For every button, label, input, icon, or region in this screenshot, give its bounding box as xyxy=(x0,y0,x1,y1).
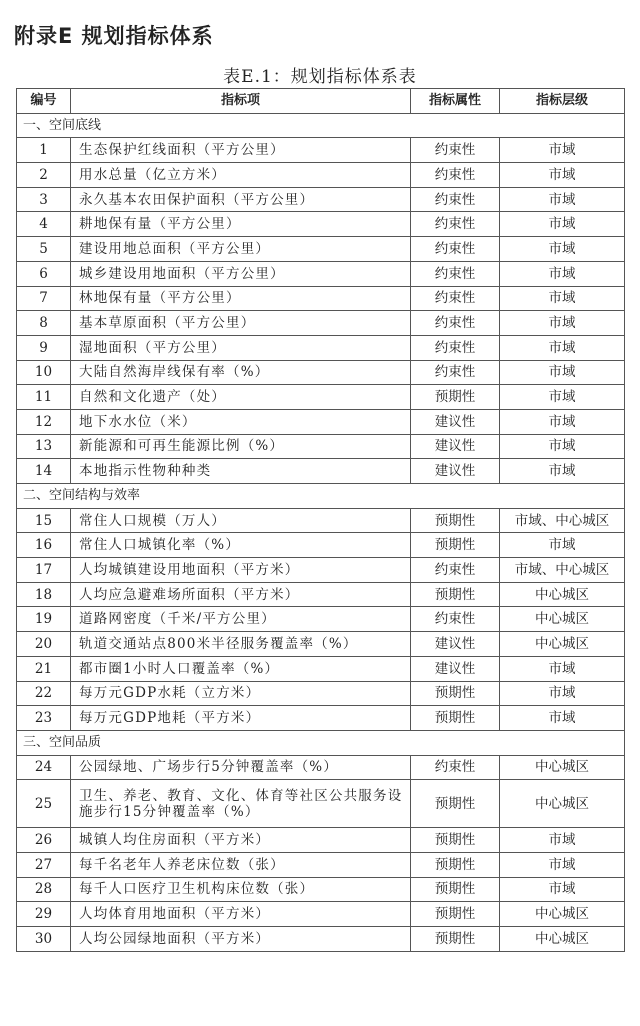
header-attribute: 指标属性 xyxy=(411,89,500,114)
indicator-number: 11 xyxy=(17,385,71,410)
indicator-name: 人均体育用地面积（平方米） xyxy=(71,902,411,927)
table-row xyxy=(17,237,625,262)
indicator-attribute: 建议性 xyxy=(411,632,500,657)
indicator-attribute: 预期性 xyxy=(411,508,500,533)
header-level: 指标层级 xyxy=(500,89,625,114)
indicator-attribute: 建议性 xyxy=(411,459,500,484)
indicator-number: 15 xyxy=(17,508,71,533)
table-row xyxy=(17,533,625,558)
indicator-level: 中心城区 xyxy=(500,582,625,607)
indicator-name: 常住人口城镇化率（%） xyxy=(71,533,411,558)
table-body xyxy=(17,113,625,951)
indicator-attribute: 约束性 xyxy=(411,360,500,385)
indicator-name: 地下水水位（米） xyxy=(71,409,411,434)
indicator-level: 市域 xyxy=(500,163,625,188)
indicator-attribute: 约束性 xyxy=(411,286,500,311)
indicator-level: 市域 xyxy=(500,409,625,434)
indicator-name: 城乡建设用地面积（平方公里） xyxy=(71,261,411,286)
indicator-number: 28 xyxy=(17,877,71,902)
indicator-number: 26 xyxy=(17,828,71,853)
table-row xyxy=(17,902,625,927)
appendix-heading: 附录E 规划指标体系 xyxy=(14,24,214,48)
table-row xyxy=(17,877,625,902)
indicator-level: 市域 xyxy=(500,311,625,336)
indicator-level: 市域 xyxy=(500,706,625,731)
indicator-level: 市域 xyxy=(500,212,625,237)
table-row xyxy=(17,780,625,828)
table-row xyxy=(17,434,625,459)
indicator-name: 基本草原面积（平方公里） xyxy=(71,311,411,336)
indicator-name: 每万元GDP地耗（平方米） xyxy=(71,706,411,731)
indicator-level: 市域 xyxy=(500,138,625,163)
table-row xyxy=(17,828,625,853)
indicator-name: 每千名老年人养老床位数（张） xyxy=(71,852,411,877)
indicator-name: 生态保护红线面积（平方公里） xyxy=(71,138,411,163)
indicator-number: 13 xyxy=(17,434,71,459)
indicator-number: 2 xyxy=(17,163,71,188)
section-row xyxy=(17,484,625,509)
indicator-attribute: 约束性 xyxy=(411,261,500,286)
indicator-name: 卫生、养老、教育、文化、体育等社区公共服务设施步行15分钟覆盖率（%） xyxy=(71,780,411,828)
indicator-attribute: 预期性 xyxy=(411,852,500,877)
indicator-level: 中心城区 xyxy=(500,755,625,780)
indicator-level: 市域 xyxy=(500,286,625,311)
table-row xyxy=(17,286,625,311)
indicator-attribute: 预期性 xyxy=(411,828,500,853)
indicator-name: 自然和文化遗产（处） xyxy=(71,385,411,410)
indicator-attribute: 约束性 xyxy=(411,187,500,212)
table-row xyxy=(17,656,625,681)
indicator-number: 8 xyxy=(17,311,71,336)
indicator-name: 湿地面积（平方公里） xyxy=(71,335,411,360)
indicator-attribute: 约束性 xyxy=(411,237,500,262)
table-row xyxy=(17,508,625,533)
indicator-name: 新能源和可再生能源比例（%） xyxy=(71,434,411,459)
indicator-attribute: 约束性 xyxy=(411,163,500,188)
indicator-attribute: 建议性 xyxy=(411,409,500,434)
indicator-attribute: 预期性 xyxy=(411,533,500,558)
indicator-attribute: 约束性 xyxy=(411,755,500,780)
indicator-level: 市域 xyxy=(500,360,625,385)
table-row xyxy=(17,632,625,657)
indicator-number: 23 xyxy=(17,706,71,731)
indicator-number: 24 xyxy=(17,755,71,780)
indicator-number: 30 xyxy=(17,927,71,952)
indicator-number: 25 xyxy=(17,780,71,828)
section-row xyxy=(17,730,625,755)
indicator-name: 永久基本农田保护面积（平方公里） xyxy=(71,187,411,212)
indicator-attribute: 预期性 xyxy=(411,385,500,410)
header-number: 编号 xyxy=(17,89,71,114)
indicator-number: 6 xyxy=(17,261,71,286)
indicator-table xyxy=(16,88,625,952)
indicator-name: 本地指示性物种种类 xyxy=(71,459,411,484)
indicator-name: 人均城镇建设用地面积（平方米） xyxy=(71,558,411,583)
indicator-attribute: 预期性 xyxy=(411,582,500,607)
indicator-attribute: 预期性 xyxy=(411,706,500,731)
section-row xyxy=(17,113,625,138)
indicator-level: 市域 xyxy=(500,656,625,681)
header-indicator: 指标项 xyxy=(71,89,411,114)
indicator-attribute: 预期性 xyxy=(411,681,500,706)
indicator-name: 轨道交通站点800米半径服务覆盖率（%） xyxy=(71,632,411,657)
indicator-number: 16 xyxy=(17,533,71,558)
indicator-level: 市域 xyxy=(500,261,625,286)
table-row xyxy=(17,607,625,632)
indicator-level: 市域 xyxy=(500,459,625,484)
table-header-row xyxy=(17,89,625,114)
table-row xyxy=(17,311,625,336)
indicator-level: 中心城区 xyxy=(500,780,625,828)
indicator-name: 用水总量（亿立方米） xyxy=(71,163,411,188)
indicator-level: 中心城区 xyxy=(500,902,625,927)
indicator-number: 9 xyxy=(17,335,71,360)
indicator-name: 人均应急避难场所面积（平方米） xyxy=(71,582,411,607)
indicator-name: 每万元GDP水耗（立方米） xyxy=(71,681,411,706)
indicator-number: 4 xyxy=(17,212,71,237)
table-row xyxy=(17,163,625,188)
table-row xyxy=(17,459,625,484)
indicator-attribute: 约束性 xyxy=(411,335,500,360)
table-row xyxy=(17,681,625,706)
indicator-level: 市域 xyxy=(500,877,625,902)
indicator-name: 每千人口医疗卫生机构床位数（张） xyxy=(71,877,411,902)
table-row xyxy=(17,927,625,952)
section-title: 二、空间结构与效率 xyxy=(17,484,625,509)
indicator-level: 市域 xyxy=(500,828,625,853)
section-title: 三、空间品质 xyxy=(17,730,625,755)
indicator-level: 市域 xyxy=(500,187,625,212)
table-row xyxy=(17,409,625,434)
indicator-name: 都市圈1小时人口覆盖率（%） xyxy=(71,656,411,681)
indicator-name: 耕地保有量（平方公里） xyxy=(71,212,411,237)
indicator-name: 大陆自然海岸线保有率（%） xyxy=(71,360,411,385)
indicator-level: 市域 xyxy=(500,434,625,459)
indicator-number: 17 xyxy=(17,558,71,583)
table-row xyxy=(17,852,625,877)
indicator-level: 市域、中心城区 xyxy=(500,558,625,583)
indicator-number: 3 xyxy=(17,187,71,212)
indicator-number: 12 xyxy=(17,409,71,434)
indicator-number: 7 xyxy=(17,286,71,311)
table-row xyxy=(17,360,625,385)
indicator-number: 10 xyxy=(17,360,71,385)
indicator-name: 常住人口规模（万人） xyxy=(71,508,411,533)
indicator-number: 22 xyxy=(17,681,71,706)
indicator-number: 21 xyxy=(17,656,71,681)
table-row xyxy=(17,385,625,410)
indicator-number: 20 xyxy=(17,632,71,657)
table-row xyxy=(17,755,625,780)
indicator-attribute: 约束性 xyxy=(411,558,500,583)
indicator-attribute: 约束性 xyxy=(411,607,500,632)
section-title: 一、空间底线 xyxy=(17,113,625,138)
indicator-attribute: 约束性 xyxy=(411,311,500,336)
indicator-level: 中心城区 xyxy=(500,607,625,632)
table-row xyxy=(17,558,625,583)
table-row xyxy=(17,261,625,286)
indicator-level: 中心城区 xyxy=(500,632,625,657)
indicator-number: 5 xyxy=(17,237,71,262)
indicator-level: 市域 xyxy=(500,533,625,558)
indicator-name: 公园绿地、广场步行5分钟覆盖率（%） xyxy=(71,755,411,780)
indicator-number: 19 xyxy=(17,607,71,632)
table-caption: 表E.1：规划指标体系表 xyxy=(223,67,417,87)
indicator-name: 林地保有量（平方公里） xyxy=(71,286,411,311)
indicator-attribute: 预期性 xyxy=(411,877,500,902)
indicator-attribute: 预期性 xyxy=(411,927,500,952)
table-row xyxy=(17,335,625,360)
table-row xyxy=(17,187,625,212)
table-row xyxy=(17,212,625,237)
indicator-attribute: 建议性 xyxy=(411,434,500,459)
indicator-number: 18 xyxy=(17,582,71,607)
table-row xyxy=(17,706,625,731)
indicator-level: 市域 xyxy=(500,335,625,360)
indicator-name: 人均公园绿地面积（平方米） xyxy=(71,927,411,952)
indicator-name: 建设用地总面积（平方公里） xyxy=(71,237,411,262)
indicator-level: 中心城区 xyxy=(500,927,625,952)
indicator-number: 29 xyxy=(17,902,71,927)
indicator-attribute: 约束性 xyxy=(411,138,500,163)
indicator-attribute: 建议性 xyxy=(411,656,500,681)
indicator-level: 市域 xyxy=(500,681,625,706)
table-row xyxy=(17,138,625,163)
indicator-attribute: 约束性 xyxy=(411,212,500,237)
indicator-number: 27 xyxy=(17,852,71,877)
indicator-number: 1 xyxy=(17,138,71,163)
indicator-attribute: 预期性 xyxy=(411,780,500,828)
indicator-number: 14 xyxy=(17,459,71,484)
indicator-name: 城镇人均住房面积（平方米） xyxy=(71,828,411,853)
indicator-level: 市域 xyxy=(500,237,625,262)
table-row xyxy=(17,582,625,607)
indicator-attribute: 预期性 xyxy=(411,902,500,927)
indicator-level: 市域 xyxy=(500,852,625,877)
indicator-level: 市域 xyxy=(500,385,625,410)
indicator-level: 市域、中心城区 xyxy=(500,508,625,533)
indicator-name: 道路网密度（千米/平方公里） xyxy=(71,607,411,632)
